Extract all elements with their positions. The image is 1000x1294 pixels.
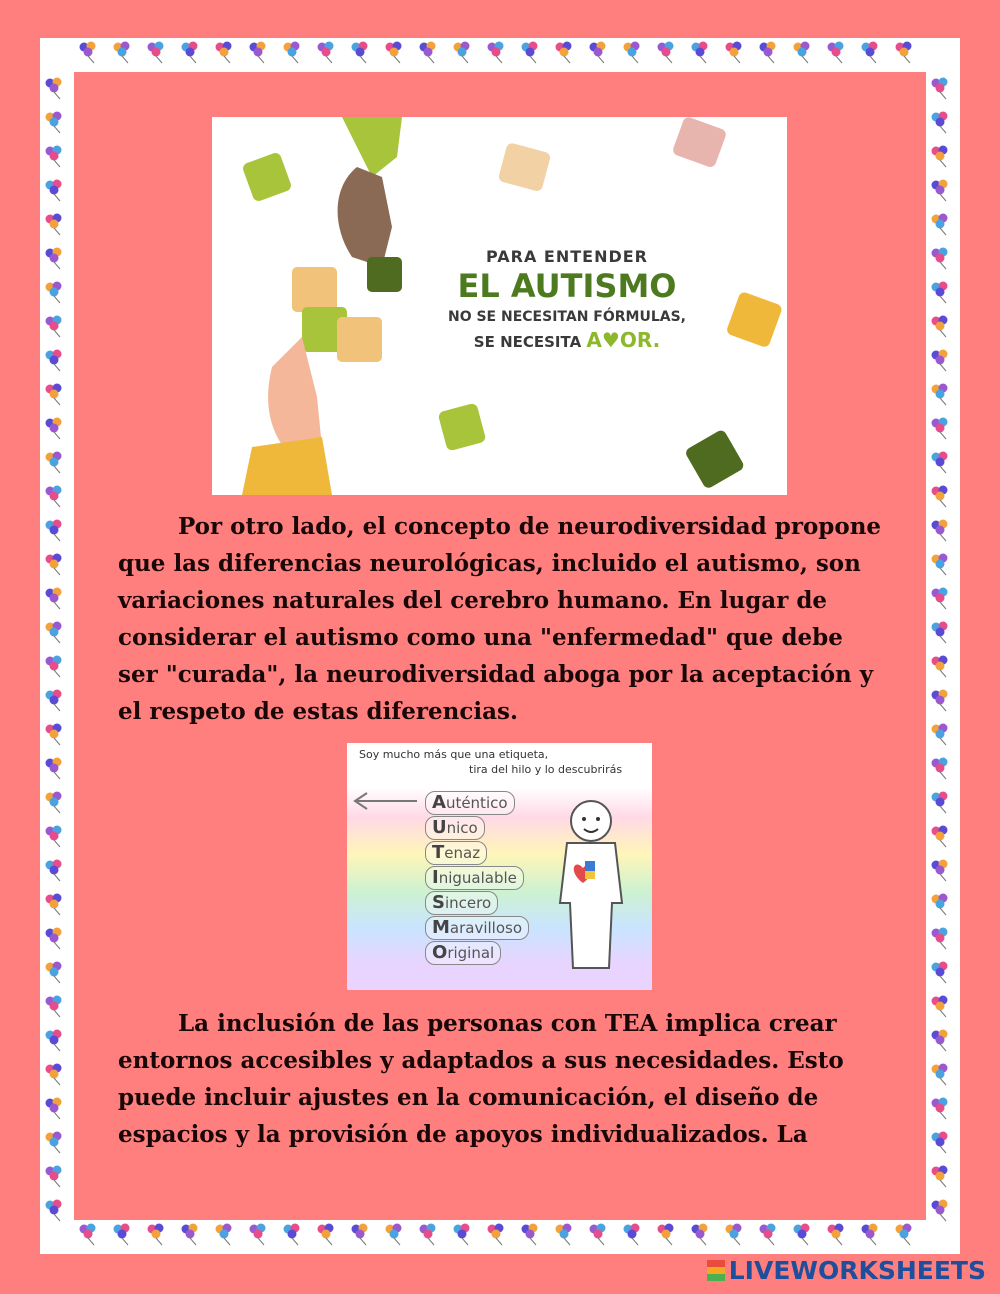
balloon-icon <box>932 1030 948 1052</box>
balloon-icon <box>420 42 436 64</box>
balloon-icon <box>522 1224 538 1246</box>
balloon-icon <box>80 1224 96 1246</box>
balloon-icon <box>284 1224 300 1246</box>
balloon-icon <box>726 42 742 64</box>
balloon-icon <box>46 350 62 372</box>
acrostic-list <box>425 791 575 966</box>
balloon-icon <box>488 1224 504 1246</box>
balloon-icon <box>932 690 948 712</box>
balloon-icon <box>46 282 62 304</box>
balloon-border-bottom <box>40 1220 960 1254</box>
balloon-icon <box>80 42 96 64</box>
poster-slogan <box>427 247 707 352</box>
balloon-icon <box>216 42 232 64</box>
balloon-icon <box>46 1166 62 1188</box>
balloon-icon <box>692 1224 708 1246</box>
acrostic-word-rest: uténtico <box>445 794 508 812</box>
liveworksheets-logo-icon <box>707 1260 725 1282</box>
balloon-icon <box>932 758 948 780</box>
balloon-icon <box>932 622 948 644</box>
balloon-icon <box>932 826 948 848</box>
balloon-icon <box>284 42 300 64</box>
balloon-icon <box>386 1224 402 1246</box>
balloon-icon <box>932 894 948 916</box>
balloon-icon <box>46 486 62 508</box>
balloon-icon <box>522 42 538 64</box>
balloon-icon <box>148 42 164 64</box>
balloon-icon <box>932 180 948 202</box>
balloon-icon <box>46 384 62 406</box>
balloon-icon <box>114 1224 130 1246</box>
balloon-border-left <box>40 38 74 1254</box>
balloon-icon <box>114 42 130 64</box>
acrostic-row <box>425 791 515 815</box>
acrostic-letter: A <box>432 792 446 813</box>
balloon-icon <box>454 1224 470 1246</box>
balloon-icon <box>386 42 402 64</box>
balloon-icon <box>760 1224 776 1246</box>
balloon-icon <box>828 1224 844 1246</box>
balloon-icon <box>352 42 368 64</box>
poster-line-1: PARA ENTENDER <box>486 247 648 266</box>
balloon-icon <box>46 792 62 814</box>
autism-poster-image <box>212 117 787 495</box>
balloon-icon <box>420 1224 436 1246</box>
acrostic-word-rest: enaz <box>444 844 481 862</box>
balloon-icon <box>46 1064 62 1086</box>
balloon-icon <box>624 1224 640 1246</box>
balloon-icon <box>46 554 62 576</box>
balloon-icon <box>932 962 948 984</box>
acrostic-letter: U <box>432 817 447 838</box>
acrostic-word-rest: incero <box>444 894 492 912</box>
balloon-icon <box>46 962 62 984</box>
poster-line-3: NO SE NECESITAN FÓRMULAS, <box>447 309 686 325</box>
balloon-icon <box>932 656 948 678</box>
acrostic-row <box>425 816 485 840</box>
balloon-icon <box>932 316 948 338</box>
balloon-icon <box>932 928 948 950</box>
poster-line-4-prefix: SE NECESITA <box>473 333 582 351</box>
balloon-icon <box>488 42 504 64</box>
balloon-icon <box>932 78 948 100</box>
balloon-icon <box>46 656 62 678</box>
acrostic-row <box>425 866 524 890</box>
balloon-icon <box>454 42 470 64</box>
balloon-icon <box>46 146 62 168</box>
balloon-icon <box>828 42 844 64</box>
balloon-icon <box>46 316 62 338</box>
balloon-border-right <box>926 38 960 1254</box>
balloon-icon <box>250 1224 266 1246</box>
balloon-icon <box>932 724 948 746</box>
acrostic-word-rest: nigualable <box>438 869 517 887</box>
poster-line-4-amor: A♥OR. <box>586 328 661 352</box>
paragraph-inclusion <box>118 1005 888 1153</box>
balloon-icon <box>932 1200 948 1222</box>
balloon-icon <box>46 622 62 644</box>
balloon-icon <box>46 826 62 848</box>
balloon-icon <box>932 1132 948 1154</box>
balloon-icon <box>46 928 62 950</box>
balloon-icon <box>46 996 62 1018</box>
balloon-icon <box>556 42 572 64</box>
balloon-icon <box>932 282 948 304</box>
paragraph-neurodiversity-text: Por otro lado, el concepto de neurodiversidad propone que las diferencias neurológicas, incluido el autismo, son variaciones naturales del cerebro humano. En lugar de considerar el autismo como una "enfermedad" que debe ser "curada", la neurodiversidad aboga por la aceptación y el respeto de estas diferencias. <box>118 513 882 725</box>
balloon-icon <box>932 520 948 542</box>
balloon-icon <box>932 588 948 610</box>
balloon-icon <box>46 1132 62 1154</box>
poster-line-2: EL AUTISMO <box>457 267 677 305</box>
acrostic-letter: O <box>432 942 448 963</box>
balloon-icon <box>932 860 948 882</box>
autismo-acrostic-image <box>347 743 652 990</box>
balloon-icon <box>932 452 948 474</box>
balloon-icon <box>692 42 708 64</box>
balloon-icon <box>182 42 198 64</box>
liveworksheets-logo <box>707 1256 986 1285</box>
balloon-icon <box>794 1224 810 1246</box>
balloon-icon <box>896 42 912 64</box>
balloon-icon <box>862 42 878 64</box>
balloon-icon <box>46 724 62 746</box>
balloon-icon <box>46 78 62 100</box>
balloon-icon <box>46 1030 62 1052</box>
balloon-icon <box>46 1200 62 1222</box>
balloon-icon <box>46 112 62 134</box>
balloon-icon <box>46 588 62 610</box>
balloon-icon <box>760 42 776 64</box>
balloon-icon <box>318 1224 334 1246</box>
acrostic-word-rest: aravilloso <box>449 919 523 937</box>
acrostic-row <box>425 916 529 940</box>
acrostic-letter: T <box>432 842 445 863</box>
balloon-icon <box>658 42 674 64</box>
balloon-icon <box>46 860 62 882</box>
balloon-icon <box>590 1224 606 1246</box>
paragraph-inclusion-text: La inclusión de las personas con TEA implica crear entornos accesibles y adaptados a sus necesidades. Esto puede incluir ajustes en la comunicación, el diseño de espacios y la provisión de apoyos individualizados. La <box>118 1010 844 1148</box>
balloon-icon <box>932 1166 948 1188</box>
balloon-icon <box>46 214 62 236</box>
paragraph-neurodiversity <box>118 508 888 730</box>
balloon-icon <box>182 1224 198 1246</box>
balloon-icon <box>932 792 948 814</box>
balloon-icon <box>556 1224 572 1246</box>
balloon-icon <box>932 996 948 1018</box>
balloon-icon <box>352 1224 368 1246</box>
balloon-icon <box>46 418 62 440</box>
acrostic-row <box>425 891 498 915</box>
balloon-icon <box>46 180 62 202</box>
balloon-icon <box>794 42 810 64</box>
balloon-icon <box>250 42 266 64</box>
balloon-icon <box>658 1224 674 1246</box>
balloon-icon <box>624 42 640 64</box>
balloon-icon <box>932 248 948 270</box>
balloon-icon <box>932 554 948 576</box>
balloon-icon <box>896 1224 912 1246</box>
balloon-border-top <box>40 38 960 72</box>
balloon-icon <box>862 1224 878 1246</box>
acrostic-heading-line-1: Soy mucho más que una etiqueta, <box>359 748 549 761</box>
balloon-icon <box>932 418 948 440</box>
balloon-icon <box>932 1098 948 1120</box>
balloon-icon <box>318 42 334 64</box>
acrostic-letter: M <box>432 917 450 938</box>
balloon-icon <box>46 248 62 270</box>
acrostic-word-rest: nico <box>446 819 478 837</box>
acrostic-heading-line-2: tira del hilo y lo descubrirás <box>469 763 623 776</box>
liveworksheets-logo-text: LIVEWORKSHEETS <box>728 1256 986 1285</box>
balloon-icon <box>932 350 948 372</box>
balloon-icon <box>216 1224 232 1246</box>
acrostic-letter: S <box>432 892 445 913</box>
balloon-icon <box>148 1224 164 1246</box>
balloon-icon <box>46 690 62 712</box>
acrostic-row <box>425 841 487 865</box>
balloon-icon <box>932 214 948 236</box>
balloon-icon <box>932 1064 948 1086</box>
acrostic-letter: I <box>432 867 439 888</box>
balloon-icon <box>932 384 948 406</box>
balloon-icon <box>590 42 606 64</box>
acrostic-word-rest: riginal <box>447 944 495 962</box>
balloon-icon <box>932 112 948 134</box>
balloon-icon <box>932 486 948 508</box>
balloon-icon <box>932 146 948 168</box>
balloon-icon <box>46 452 62 474</box>
balloon-icon <box>46 520 62 542</box>
acrostic-row <box>425 941 501 965</box>
balloon-icon <box>46 758 62 780</box>
balloon-icon <box>46 894 62 916</box>
balloon-icon <box>726 1224 742 1246</box>
balloon-icon <box>46 1098 62 1120</box>
poster-line-4 <box>427 328 707 352</box>
